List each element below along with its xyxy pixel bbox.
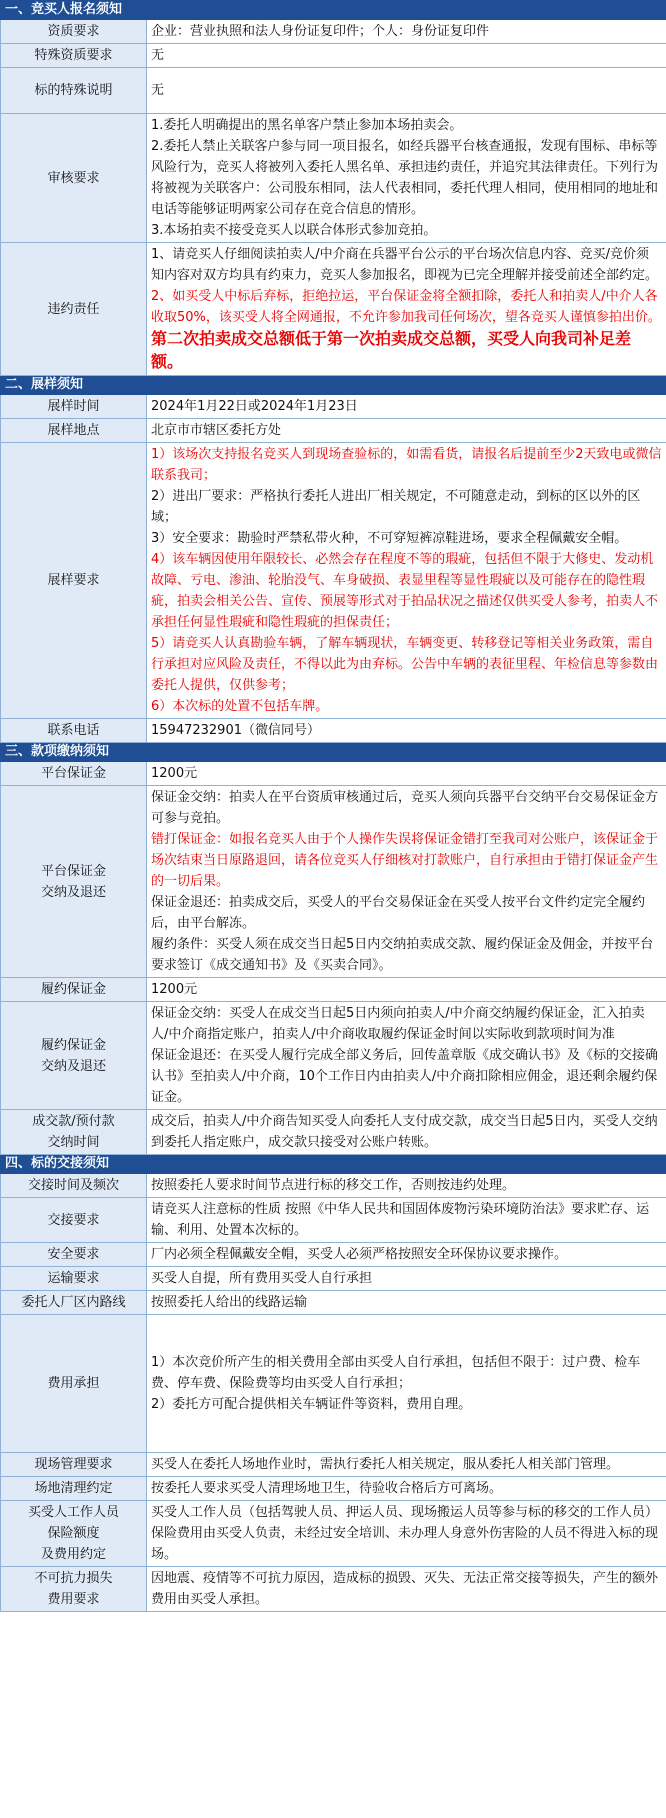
row-label-line: 交纳及退还 [40,1058,106,1074]
breach-line: 1、请竞买人仔细阅读拍卖人/中介商在兵器平台公示的平台场次信息内容、竞买/竞价须知内容对双方均具有约束力，竞买人参加报名，即视为已完全理解并接受前述全部约定。 [151,247,659,283]
section-header-payment [1,743,666,762]
section-title: 四、标的交接须知 [1,1155,666,1174]
row-label [1,786,147,978]
row-value: 无 [147,44,666,68]
row-item-special-note [1,68,666,114]
row-label: 展样时间 [1,395,147,419]
row-handover-requirements [1,1198,666,1243]
row-label: 运输要求 [1,1267,147,1291]
viewing-req-line: 5）请竞买人认真勘验车辆，了解车辆现状，车辆变更、转移登记等相关业务政策，需自行承担对应风险及责任，不得以此为由弃标。公告中车辆的表征里程、年检信息等参数由委托人提供，仅供参考； [151,636,659,693]
row-value: 买受人自提，所有费用买受人自行承担 [147,1267,666,1291]
section-header-viewing [1,376,666,395]
row-value: 无 [147,68,666,114]
row-label: 审核要求 [1,114,147,243]
row-breach-liability [1,243,666,376]
row-label: 费用承担 [1,1315,147,1453]
row-label-line: 平台保证金 [40,863,106,879]
breach-warning-text: 2、如买受人中标后弃标，拒绝拉运，平台保证金将全额扣除，委托人和拍卖人/中介人各收取50%，该买受人将全网通报，不允许参加我司任何场次，望各竞买人谨慎参拍出价。 [151,289,661,325]
row-label: 资质要求 [1,20,147,44]
row-cost-bearing [1,1315,666,1453]
audit-line: 3.本场拍卖不接受竞买人以联合体形式参加竞拍。 [151,223,437,238]
cost-line: 1）本次竞价所产生的相关费用全部由买受人自行承担，包括但不限于：过户费、检车费、停车费、保险费等均由买受人自行承担； [151,1355,641,1391]
viewing-req-line: 6）本次标的处置不包括车牌。 [151,699,329,714]
row-transport-requirements [1,1267,666,1291]
row-label-line: 费用要求 [47,1592,100,1607]
row-performance-deposit [1,978,666,1002]
row-platform-deposit [1,762,666,786]
row-site-management [1,1453,666,1477]
row-safety-requirements [1,1243,666,1267]
row-value [147,443,666,719]
refund-line: 履约条件：买受人须在成交当日起5日内交纳拍卖成交款、履约保证金及佣金，并按平台要求签订《成交通知书》及《买卖合同》。 [151,937,654,973]
refund-line: 保证金退还：拍卖成交后，买受人的平台交易保证金在买受人按平台文件约定完全履约后，由平台解冻。 [151,895,646,931]
row-value: 成交后，拍卖人/中介商告知买受人向委托人支付成交款，成交当日起5日内，买受人交纳到委托人指定账户，成交款只接受对公账户转账。 [147,1110,666,1155]
row-label: 展样要求 [1,443,147,719]
section-title: 二、展样须知 [1,376,666,395]
section-title: 一、竞买人报名须知 [1,1,666,20]
breach-warning-emphasis: 第二次拍卖成交总额低于第一次拍卖成交总额，买受人向我司补足差额。 [151,329,632,371]
row-contact-phone [1,719,666,743]
row-deal-payment-time [1,1110,666,1155]
row-value [147,786,666,978]
row-value: 企业：营业执照和法人身份证复印件；个人：身份证复印件 [147,20,666,44]
row-label: 展样地点 [1,419,147,443]
viewing-req-line: 1）该场次支持报名竞买人到现场查验标的，如需看货，请报名后提前至少2天致电或微信联系我司； [151,447,662,483]
row-handover-time [1,1174,666,1198]
row-label: 交接时间及频次 [1,1174,147,1198]
row-value: 请竞买人注意标的性质 按照《中华人民共和国固体废物污染环境防治法》要求贮存、运输、利用、处置本次标的。 [147,1198,666,1243]
row-value: 按委托人要求买受人清理场地卫生，待验收合格后方可离场。 [147,1477,666,1501]
row-qualification [1,20,666,44]
row-label-line: 履约保证金 [40,1037,106,1053]
row-label-line: 不可抗力损失 [34,1571,113,1586]
row-label [1,1501,147,1567]
row-label: 现场管理要求 [1,1453,147,1477]
row-value: 按照委托人给出的线路运输 [147,1291,666,1315]
row-label-line: 保险额度 [47,1526,100,1541]
row-label: 履约保证金 [1,978,147,1002]
audit-line: 1.委托人明确提出的黑名单客户禁止参加本场拍卖会。 [151,118,463,133]
row-audit-requirements [1,114,666,243]
row-value: 厂内必须全程佩戴安全帽，买受人必须严格按照安全环保协议要求操作。 [147,1243,666,1267]
row-label-line: 交纳时间 [47,1135,100,1150]
row-value: 因地震、疫情等不可抗力原因，造成标的损毁、灭失、无法正常交接等损失，产生的额外费用由买受人承担。 [147,1567,666,1612]
row-platform-deposit-refund [1,786,666,978]
row-label: 标的特殊说明 [1,68,147,114]
row-value: 买受人工作人员（包括驾驶人员、押运人员、现场搬运人员等参与标的移交的工作人员）保险费用由买受人负责，未经过安全培训、未办理人身意外伤害险的人员不得进入标的现场。 [147,1501,666,1567]
row-value [147,1002,666,1110]
row-label: 交接要求 [1,1198,147,1243]
row-label-line: 交纳及退还 [40,884,106,900]
row-label-line: 成交款/预付款 [32,1114,115,1129]
row-value: 15947232901（微信同号） [147,719,666,743]
row-viewing-requirements [1,443,666,719]
row-label: 违约责任 [1,243,147,376]
row-label-line: 买受人工作人员 [27,1505,119,1520]
row-value [147,1315,666,1453]
row-label [1,1002,147,1110]
row-value: 北京市市辖区委托方处 [147,419,666,443]
row-label: 场地清理约定 [1,1477,147,1501]
row-staff-insurance [1,1501,666,1567]
row-label: 平台保证金 [1,762,147,786]
row-label: 特殊资质要求 [1,44,147,68]
row-value: 买受人在委托人场地作业时，需执行委托人相关规定，服从委托人相关部门管理。 [147,1453,666,1477]
viewing-req-line: 3）安全要求：勘验时严禁私带火种，不可穿短裤凉鞋进场，要求全程佩戴安全帽。 [151,531,628,546]
row-site-cleanup [1,1477,666,1501]
row-special-qualification [1,44,666,68]
row-performance-deposit-refund [1,1002,666,1110]
perf-refund-line: 保证金交纳：买受人在成交当日起5日内须向拍卖人/中介商交纳履约保证金，汇入拍卖人/中介商指定账户，拍卖人/中介商收取履约保证金时间以实际收到款项时间为准 [151,1006,645,1042]
row-site-route [1,1291,666,1315]
breach-line-warning [151,286,662,374]
section-title: 三、款项缴纳须知 [1,743,666,762]
row-label [1,1110,147,1155]
row-value [147,243,666,376]
section-header-handover [1,1155,666,1174]
audit-line: 2.委托人禁止关联客户参与同一项目报名，如经兵器平台核查通报，发现有围标、串标等风险行为，竞买人将被列入委托人黑名单、承担违约责任，并追究其法律责任。下列行为将被视为关联客户：公司股东相同，法人代表相同，委托代理人相同，使用相同的地址和电话等能够证明两家公司存在竞合信息的情形。 [151,139,659,217]
viewing-req-line: 4）该车辆因使用年限较长、必然会存在程度不等的瑕疵，包括但不限于大修史、发动机故障、亏电、渗油、轮胎没气、车身破损、表显里程等显性瑕疵以及可能存在的隐性瑕疵，拍卖会相关公告、宣传、预展等形式对于拍品状况之描述仅供买受人参考，拍卖人不承担任何显性瑕疵和隐性瑕疵的担保责任； [151,552,659,630]
row-label: 安全要求 [1,1243,147,1267]
row-value: 按照委托人要求时间节点进行标的移交工作，否则按违约处理。 [147,1174,666,1198]
row-viewing-time [1,395,666,419]
row-value [147,114,666,243]
row-value: 2024年1月22日或2024年1月23日 [147,395,666,419]
row-value: 1200元 [147,978,666,1002]
section-header-registration [1,1,666,20]
row-value: 1200元 [147,762,666,786]
row-label: 委托人厂区内路线 [1,1291,147,1315]
row-force-majeure [1,1567,666,1612]
row-label: 联系电话 [1,719,147,743]
row-label-line: 及费用约定 [40,1547,106,1562]
cost-line: 2）委托方可配合提供相关车辆证件等资料，费用自理。 [151,1397,472,1412]
viewing-req-line: 2）进出厂要求：严格执行委托人进出厂相关规定，不可随意走动，到标的区以外的区域； [151,489,641,525]
row-label [1,1567,147,1612]
refund-line: 错打保证金：如报名竞买人由于个人操作失误将保证金错打至我司对公账户，该保证金于场次结束当日原路退回，请各位竞买人仔细核对打款账户，自行承担由于错打保证金产生的一切后果。 [151,832,659,889]
refund-line: 保证金交纳：拍卖人在平台资质审核通过后，竞买人须向兵器平台交纳平台交易保证金方可参与竞拍。 [151,790,659,826]
perf-refund-line: 保证金退还：在买受人履行完成全部义务后，回传盖章版《成交确认书》及《标的交接确认书》至拍卖人/中介商，10个工作日内由拍卖人/中介商扣除相应佣金，退还剩余履约保证金。 [151,1048,659,1105]
row-viewing-place [1,419,666,443]
